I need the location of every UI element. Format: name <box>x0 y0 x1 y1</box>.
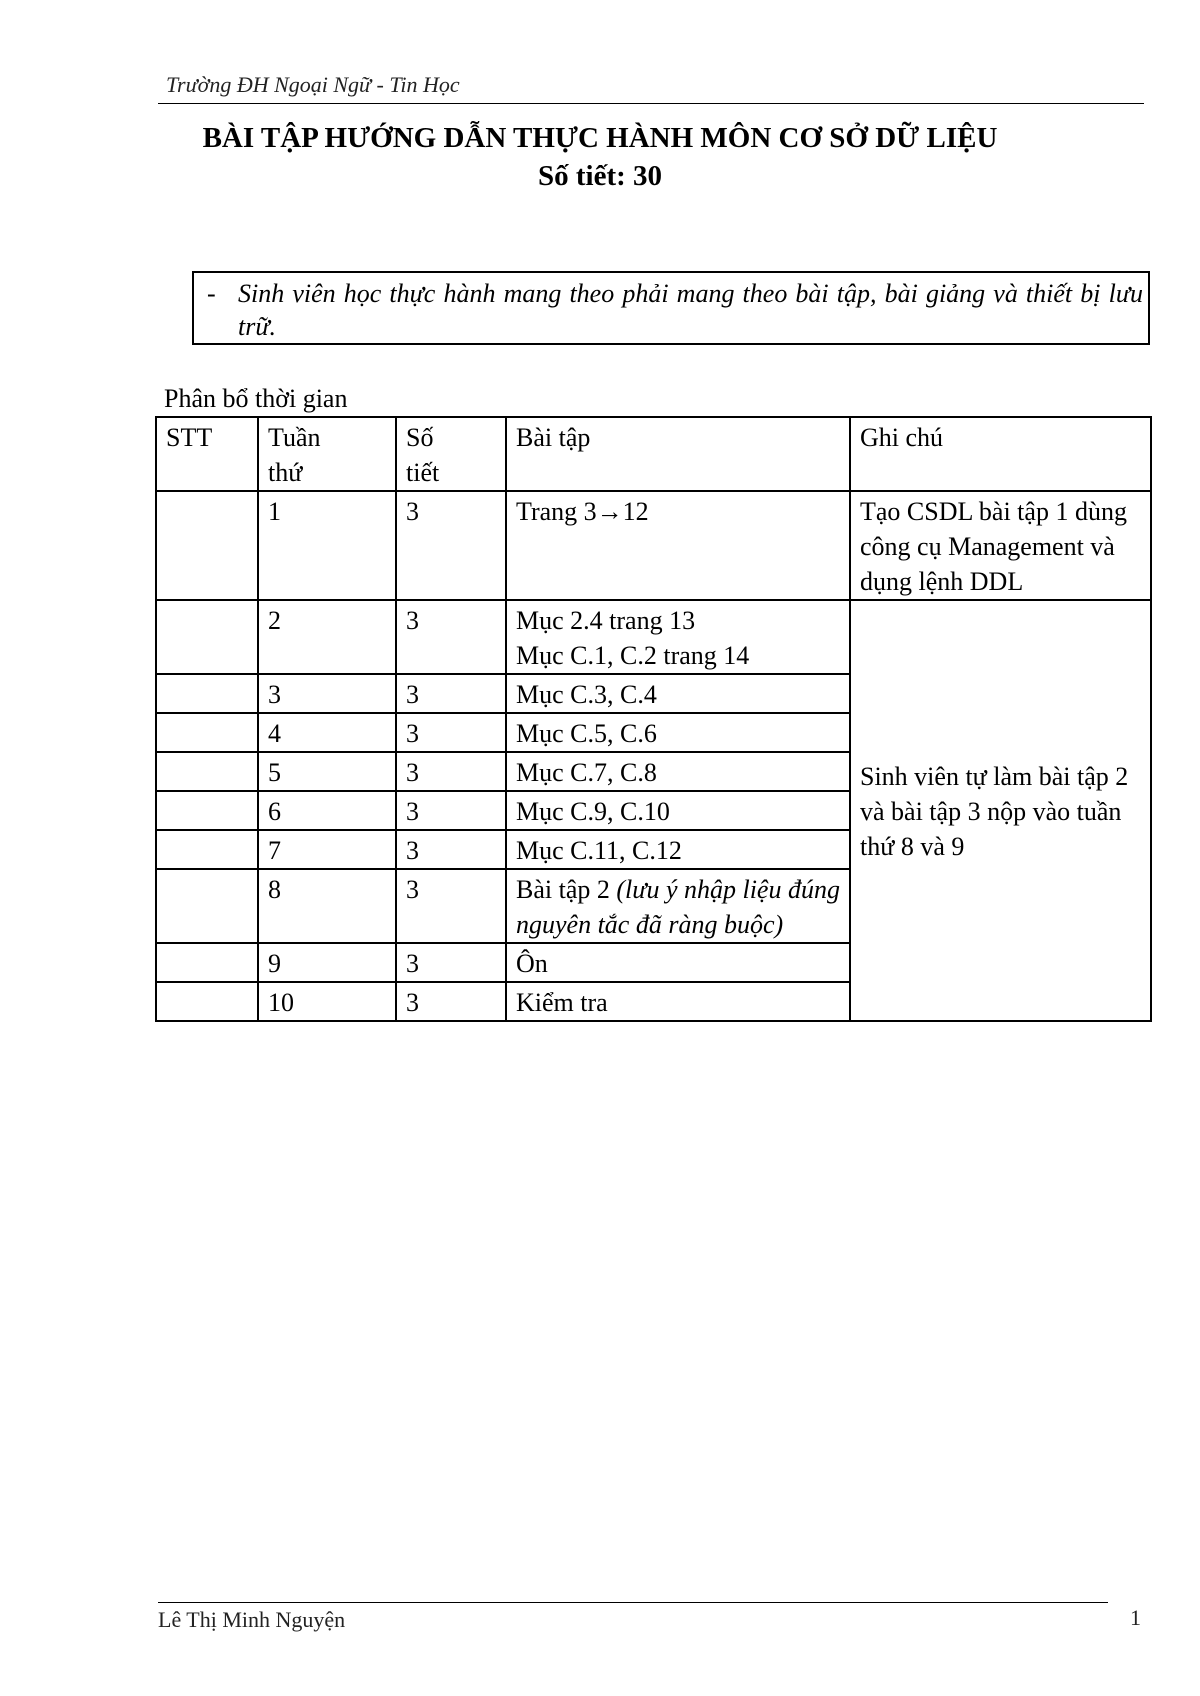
cell-stt <box>156 982 258 1021</box>
schedule-table <box>155 416 1152 1022</box>
cell-sotiet: 3 <box>396 791 506 830</box>
note-bullet: - <box>207 279 216 308</box>
cell-baitap-line2: Mục C.1, C.2 trang 14 <box>516 641 750 670</box>
cell-tuan: 1 <box>258 491 396 600</box>
cell-sotiet: 3 <box>396 752 506 791</box>
header-sotiet-line1: Số <box>406 423 434 452</box>
page-subtitle: Số tiết: 30 <box>537 160 663 192</box>
cell-tuan: 3 <box>258 674 396 713</box>
cell-stt <box>156 830 258 869</box>
cell-tuan: 6 <box>258 791 396 830</box>
cell-tuan: 9 <box>258 943 396 982</box>
cell-sotiet: 3 <box>396 982 506 1021</box>
cell-stt <box>156 869 258 943</box>
cell-tuan: 7 <box>258 830 396 869</box>
header-tuan-line2: thứ <box>268 458 303 487</box>
cell-stt <box>156 674 258 713</box>
cell-stt <box>156 752 258 791</box>
cell-baitap <box>506 869 850 943</box>
header-tuan <box>258 417 396 491</box>
page-number: 1 <box>1130 1605 1141 1630</box>
header-rule <box>158 103 1144 104</box>
cell-baitap <box>506 600 850 674</box>
cell-sotiet: 3 <box>396 600 506 674</box>
cell-baitap-prefix: Bài tập 2 <box>516 875 617 904</box>
header-tuan-line1: Tuần <box>268 423 321 452</box>
cell-stt <box>156 943 258 982</box>
cell-baitap: Ôn <box>506 943 850 982</box>
header-sotiet <box>396 417 506 491</box>
cell-tuan: 5 <box>258 752 396 791</box>
table-row <box>156 600 1151 674</box>
cell-baitap: Mục C.7, C.8 <box>506 752 850 791</box>
cell-ghichu-week1: Tạo CSDL bài tập 1 dùng công cụ Management và dụng lệnh DDL <box>850 491 1151 600</box>
page-title: BÀI TẬP HƯỚNG DẪN THỰC HÀNH MÔN CƠ SỞ DỮ LIỆU <box>202 122 998 154</box>
header-stt: STT <box>156 417 258 491</box>
cell-baitap-italic: (lưu ý nhập liệu đúng nguyên tắc đã ràng buộc) <box>516 875 840 939</box>
table-header-row <box>156 417 1151 491</box>
footer-rule <box>158 1602 1108 1603</box>
section-heading: Phân bổ thời gian <box>164 384 348 413</box>
cell-baitap: Mục C.3, C.4 <box>506 674 850 713</box>
cell-tuan: 8 <box>258 869 396 943</box>
cell-sotiet: 3 <box>396 943 506 982</box>
header-sotiet-line2: tiết <box>406 458 440 487</box>
cell-baitap: Mục C.11, C.12 <box>506 830 850 869</box>
cell-baitap: Kiểm tra <box>506 982 850 1021</box>
cell-baitap: Trang 3→12 <box>506 491 850 600</box>
cell-sotiet: 3 <box>396 869 506 943</box>
footer-author: Lê Thị Minh Nguyện <box>158 1607 346 1632</box>
cell-stt <box>156 791 258 830</box>
cell-ghichu-weeks2to10: Sinh viên tự làm bài tập 2 và bài tập 3 nộp vào tuần thứ 8 và 9 <box>850 600 1151 1021</box>
cell-baitap-line1: Mục 2.4 trang 13 <box>516 606 696 635</box>
cell-baitap: Mục C.9, C.10 <box>506 791 850 830</box>
cell-tuan: 2 <box>258 600 396 674</box>
cell-baitap: Mục C.5, C.6 <box>506 713 850 752</box>
cell-sotiet: 3 <box>396 674 506 713</box>
note-text: Sinh viên học thực hành mang theo phải mang theo bài tập, bài giảng và thiết bị lưu trữ. <box>238 279 1143 341</box>
cell-tuan: 4 <box>258 713 396 752</box>
cell-sotiet: 3 <box>396 491 506 600</box>
cell-tuan: 10 <box>258 982 396 1021</box>
cell-stt <box>156 491 258 600</box>
header-school: Trường ĐH Ngoại Ngữ - Tin Học <box>166 72 460 97</box>
header-ghichu: Ghi chú <box>850 417 1151 491</box>
note-box <box>192 271 1150 345</box>
cell-stt <box>156 713 258 752</box>
cell-stt <box>156 600 258 674</box>
table-row <box>156 491 1151 600</box>
header-baitap: Bài tập <box>506 417 850 491</box>
cell-sotiet: 3 <box>396 830 506 869</box>
cell-sotiet: 3 <box>396 713 506 752</box>
